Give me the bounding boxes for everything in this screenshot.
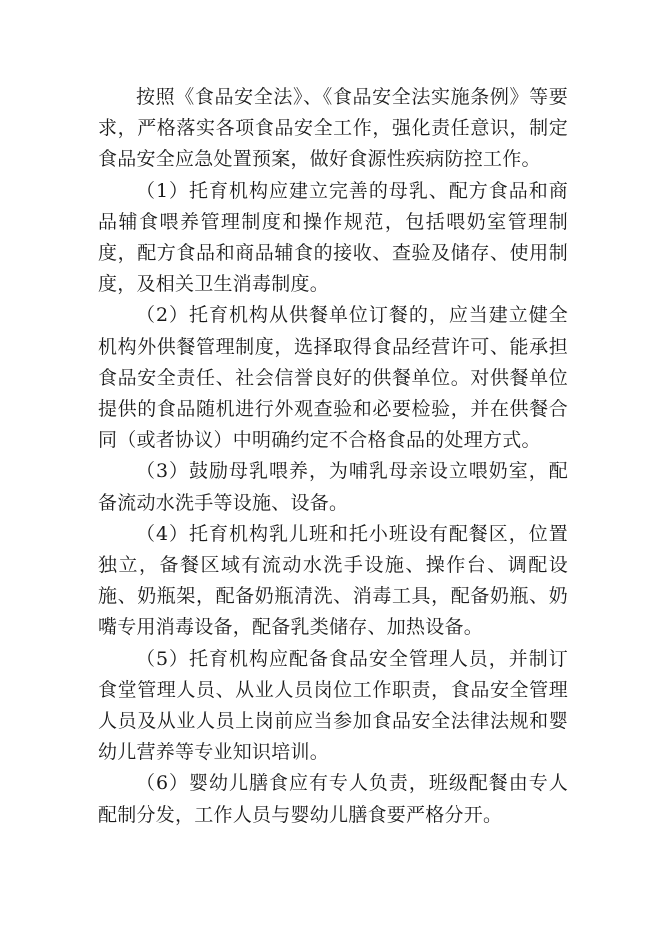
document-body — [98, 82, 568, 831]
paragraph-item-3: （3）鼓励母乳喂养，为哺乳母亲设立喂奶室，配备流动水洗手等设施、设备。 — [98, 460, 568, 514]
paragraph-intro: 按照《食品安全法》、《食品安全法实施条例》等要求，严格落实各项食品安全工作，强化责任意识，制定食品安全应急处置预案，做好食源性疾病防控工作。 — [98, 86, 568, 171]
paragraph-item-4: （4）托育机构乳儿班和托小班设有配餐区，位置独立，备餐区域有流动水洗手设施、操作台、调配设施、奶瓶架，配备奶瓶清洗、消毒工具，配备奶瓶、奶嘴专用消毒设备，配备乳类储存、加热设备。 — [98, 522, 568, 639]
paragraph-item-6: （6）婴幼儿膳食应有专人负责，班级配餐由专人配制分发，工作人员与婴幼儿膳食要严格分开。 — [98, 772, 568, 826]
paragraph-item-1: （1）托育机构应建立完善的母乳、配方食品和商品辅食喂养管理制度和操作规范，包括喂奶室管理制度，配方食品和商品辅食的接收、查验及储存、使用制度，及相关卫生消毒制度。 — [98, 179, 568, 296]
paragraph-item-5: （5）托育机构应配备食品安全管理人员，并制订食堂管理人员、从业人员岗位工作职责，食品安全管理人员及从业人员上岗前应当参加食品安全法律法规和婴幼儿营养等专业知识培训。 — [98, 647, 568, 764]
paragraph-item-2: （2）托育机构从供餐单位订餐的，应当建立健全机构外供餐管理制度，选择取得食品经营许可、能承担食品安全责任、社会信誉良好的供餐单位。对供餐单位提供的食品随机进行外观查验和必要检验，并在供餐合同（或者协议）中明确约定不合格食品的处理方式。 — [98, 304, 568, 452]
